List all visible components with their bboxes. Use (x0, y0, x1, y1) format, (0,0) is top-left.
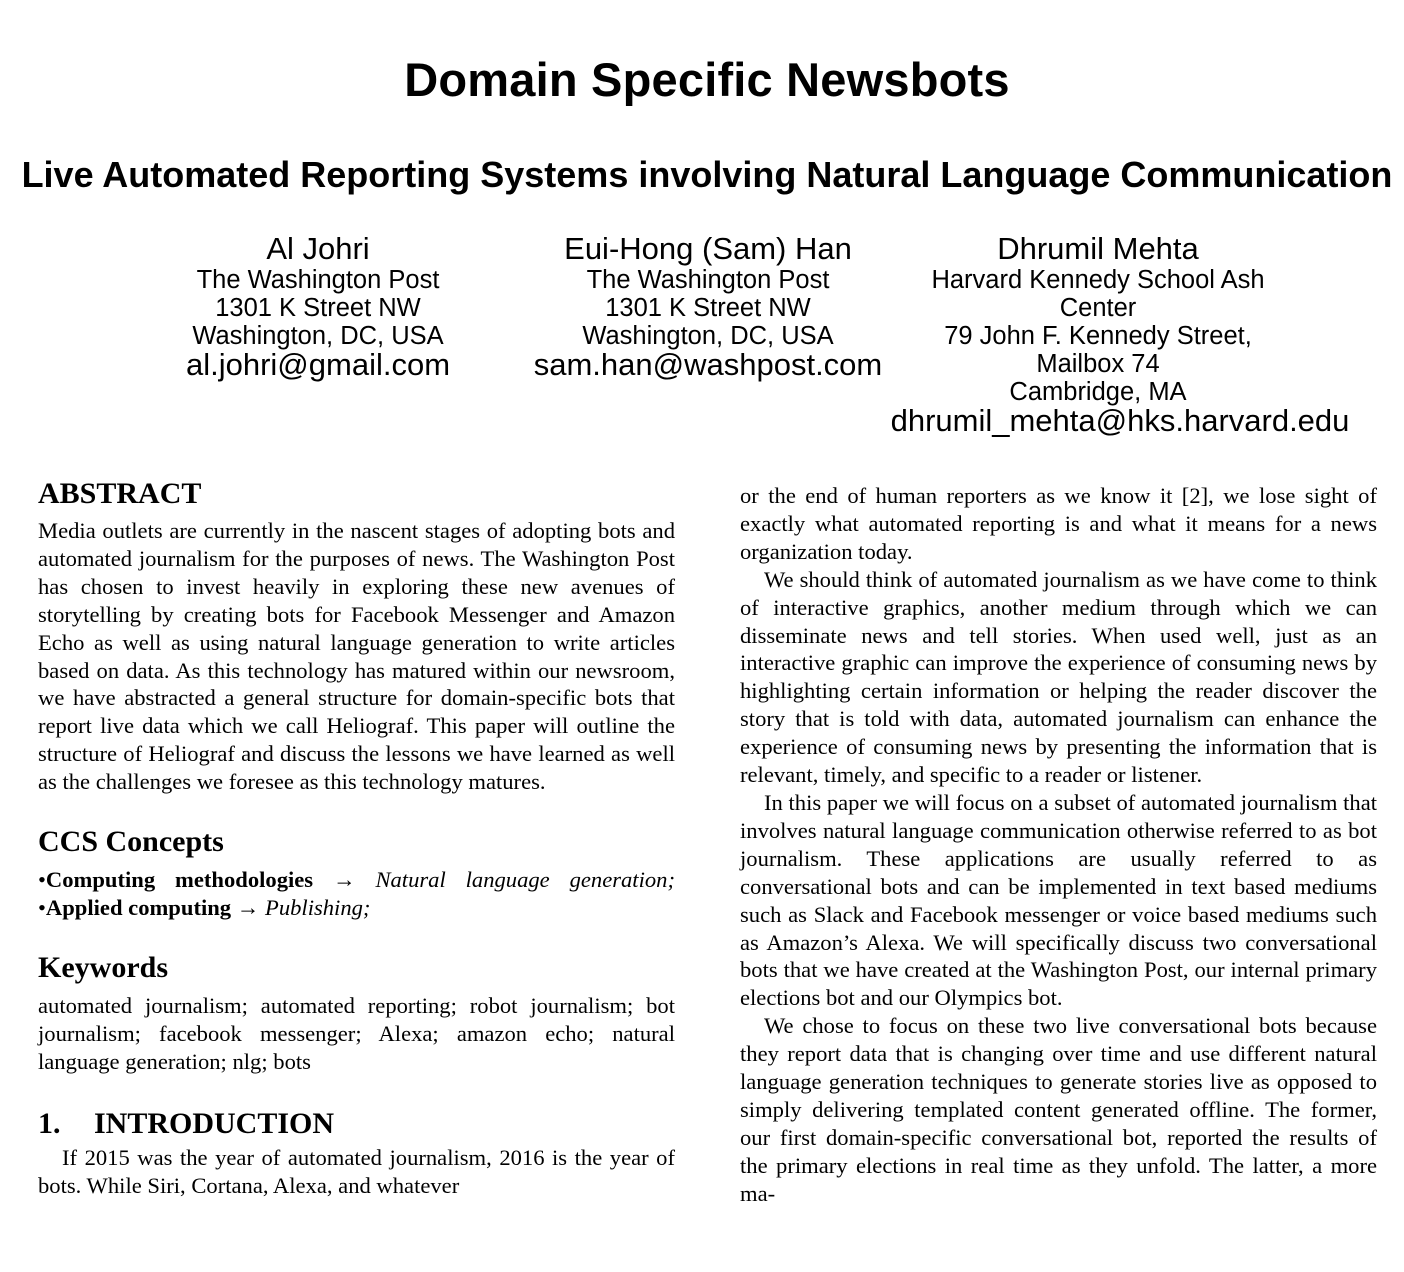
ccs-category: Computing methodologies (45, 867, 314, 893)
author-email: sam.han@washpost.com (533, 347, 883, 382)
bullet: • (38, 867, 46, 893)
ccs-heading: CCS Concepts (38, 825, 224, 859)
arrow: → (236, 894, 260, 920)
bullet: • (38, 894, 46, 920)
author-affiliation-line: Mailbox 74 (1036, 350, 1160, 378)
section-title: INTRODUCTION (94, 1106, 335, 1140)
author-name: Dhrumil Mehta (997, 231, 1199, 266)
paper-subtitle: Live Automated Reporting Systems involving Natural Language Communication (21, 154, 1393, 195)
keywords-heading: Keywords (38, 950, 168, 984)
abstract-heading: ABSTRACT (38, 477, 202, 510)
section-number: 1. (38, 1106, 61, 1140)
author-block (520, 232, 896, 380)
author-affiliation-line: Washington, DC, USA (192, 322, 444, 350)
intro-paragraph: We should think of automated journalism as we have come to think of interactive graphics, another medium through which we can disseminate news and tell stories. When used well, just as an interactive graphic can improve the experience of consuming news by highlighting certain information or helping the reader discover the story that is told with data, automated journalism can enhance the experience of consuming news by presenting the information that is relevant, timely, and specific to a reader or listener. (740, 566, 1377, 788)
author-affiliation-line: 1301 K Street NW (215, 294, 421, 322)
right-column (740, 482, 1377, 1208)
intro-paragraph: We chose to focus on these two live conversational bots because they report data that is changing over time and use different natural language generation techniques to generate stories live as opposed to simply delivering templated content generated offline. The former, our first domain-specific conversational bot, reported the results of the primary elections in real time as they unfold. The latter, a more ma- (740, 1013, 1377, 1206)
author-affiliation-line: Harvard Kennedy School Ash (931, 266, 1265, 294)
intro-paragraph: In this paper we will focus on a subset of automated journalism that involves natural language communication otherwise referred to as bot journalism. These applications are usually referred to as conversational bots and can be implemented in text based mediums such as Slack and Facebook messenger or voice based mediums such as Amazon’s Alexa. We will specifically discuss two conversational bots that we have created at the Washington Post, our internal primary elections bot and our Olympics bot. (740, 789, 1377, 1011)
author-name: Eui-Hong (Sam) Han (564, 231, 852, 266)
author-affiliation-line: The Washington Post (586, 266, 830, 294)
ccs-category: Applied computing (45, 894, 232, 920)
author-block (148, 232, 488, 380)
intro-paragraph: or the end of human reporters as we know it [2], we lose sight of exactly what automated reporting is and what it means for a news organization today. (740, 483, 1377, 564)
author-email: al.johri@gmail.com (185, 347, 451, 382)
author-affiliation-line: 79 John F. Kennedy Street, (944, 322, 1252, 350)
author-name: Al Johri (266, 231, 370, 266)
left-column (38, 476, 675, 1199)
author-affiliation-line: Cambridge, MA (1009, 378, 1187, 406)
intro-paragraph: If 2015 was the year of automated journalism, 2016 is the year of bots. While Siri, Cortana, Alexa, and whatever (38, 1144, 675, 1198)
abstract-text: Media outlets are currently in the nascent stages of adopting bots and automated journalism for the purposes of news. The Washington Post has chosen to invest heavily in exploring these new avenues of storytelling by creating bots for Facebook Messenger and Amazon Echo as well as using natural language generation to write articles based on data. As this technology has matured within our newsroom, we have abstracted a general structure for domain-specific bots that report live data which we call Heliograf. This paper will outline the structure of Heliograf and discuss the lessons we have learned as well as the challenges we foresee as this technology matures. (38, 518, 675, 795)
ccs-concept: Publishing; (265, 894, 371, 920)
author-email: dhrumil_mehta@hks.harvard.edu (890, 403, 1350, 438)
ccs-concept: Natural language generation; (375, 867, 675, 893)
author-affiliation-line: The Washington Post (196, 266, 440, 294)
author-affiliation-line: 1301 K Street NW (605, 294, 811, 322)
keywords-text: automated journalism; automated reporting; robot journalism; bot journalism; facebook messenger; Alexa; amazon echo; natural language generation; nlg; bots (38, 992, 675, 1074)
author-block (890, 231, 1350, 438)
paper-title: Domain Specific Newsbots (404, 53, 1010, 106)
introduction-heading (38, 1106, 675, 1142)
ccs-concepts (38, 866, 675, 922)
arrow: → (332, 867, 356, 893)
author-affiliation-line: Center (1059, 294, 1137, 322)
author-affiliation-line: Washington, DC, USA (582, 322, 834, 350)
